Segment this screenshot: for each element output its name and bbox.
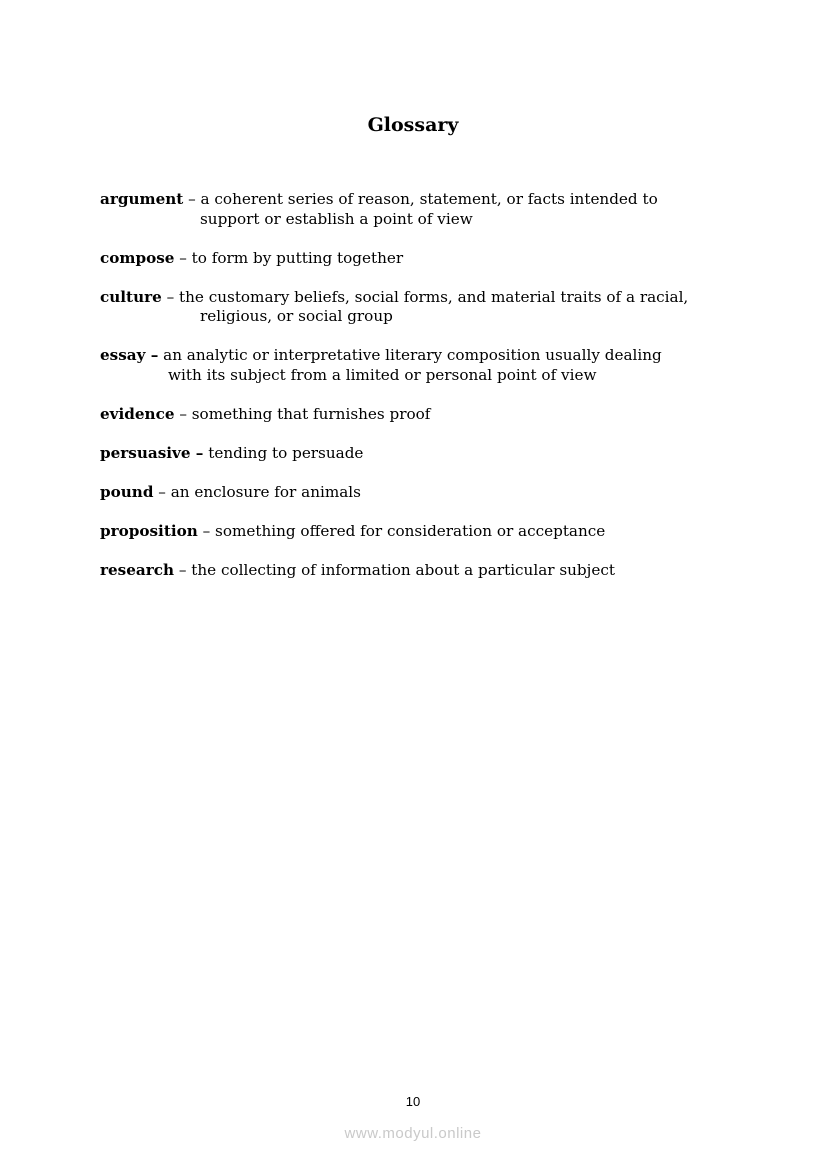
definition-text: the collecting of information about a particular subject	[191, 560, 615, 579]
entry-first-line	[100, 444, 740, 464]
entry-first-line	[100, 522, 740, 542]
entry-first-line	[100, 405, 740, 425]
page-title: Glossary	[367, 114, 459, 136]
page-number: 10	[405, 1094, 421, 1109]
entry-first-line	[100, 288, 740, 308]
definition-text: an enclosure for animals	[170, 482, 361, 501]
definition-text: a coherent series of reason, statement, or facts intended to	[200, 190, 658, 208]
glossary-term: persuasive –	[100, 443, 204, 462]
definition-text: tending to persuade	[208, 443, 364, 462]
definition-text: something that furnishes proof	[191, 404, 431, 423]
definition-continuation: with its subject from a limited or personal point of view	[168, 365, 597, 384]
glossary-term: argument	[100, 190, 184, 208]
term-separator: –	[174, 248, 192, 267]
entry-first-line	[100, 190, 740, 210]
glossary-entry-evidence	[100, 405, 740, 425]
entry-first-line	[100, 249, 740, 269]
glossary-term: compose	[100, 248, 175, 267]
definition-continuation: religious, or social group	[200, 307, 393, 325]
glossary-entry-compose	[100, 249, 740, 269]
term-separator: –	[183, 190, 201, 208]
glossary-list	[100, 190, 740, 600]
entry-first-line	[100, 483, 740, 503]
glossary-entry-culture	[100, 288, 740, 327]
glossary-entry-proposition	[100, 522, 740, 542]
glossary-entry-essay	[100, 346, 740, 385]
definition-text: to form by putting together	[191, 248, 404, 267]
definition-text: an analytic or interpretative literary composition usually dealing	[163, 346, 662, 364]
definition-text: the customary beliefs, social forms, and material traits of a racial,	[179, 287, 689, 306]
definition-continuation: support or establish a point of view	[200, 209, 473, 228]
glossary-entry-argument	[100, 190, 740, 229]
entry-first-line	[100, 561, 740, 581]
glossary-entry-persuasive	[100, 444, 740, 464]
glossary-term: pound	[100, 482, 154, 501]
glossary-term: essay –	[100, 346, 159, 364]
glossary-entry-research	[100, 561, 740, 581]
glossary-term: research	[100, 560, 175, 579]
term-separator: –	[174, 560, 192, 579]
entry-first-line	[100, 346, 740, 366]
glossary-term: proposition	[100, 521, 198, 540]
term-separator: –	[153, 482, 171, 501]
definition-text: something offered for consideration or acceptance	[215, 521, 606, 540]
term-separator: –	[197, 521, 216, 540]
glossary-entry-pound	[100, 483, 740, 503]
glossary-term: evidence	[100, 404, 175, 423]
term-separator: –	[174, 404, 192, 423]
term-separator: –	[161, 287, 180, 306]
glossary-term: culture	[100, 287, 162, 306]
watermark: www.modyul.online	[344, 1125, 482, 1142]
